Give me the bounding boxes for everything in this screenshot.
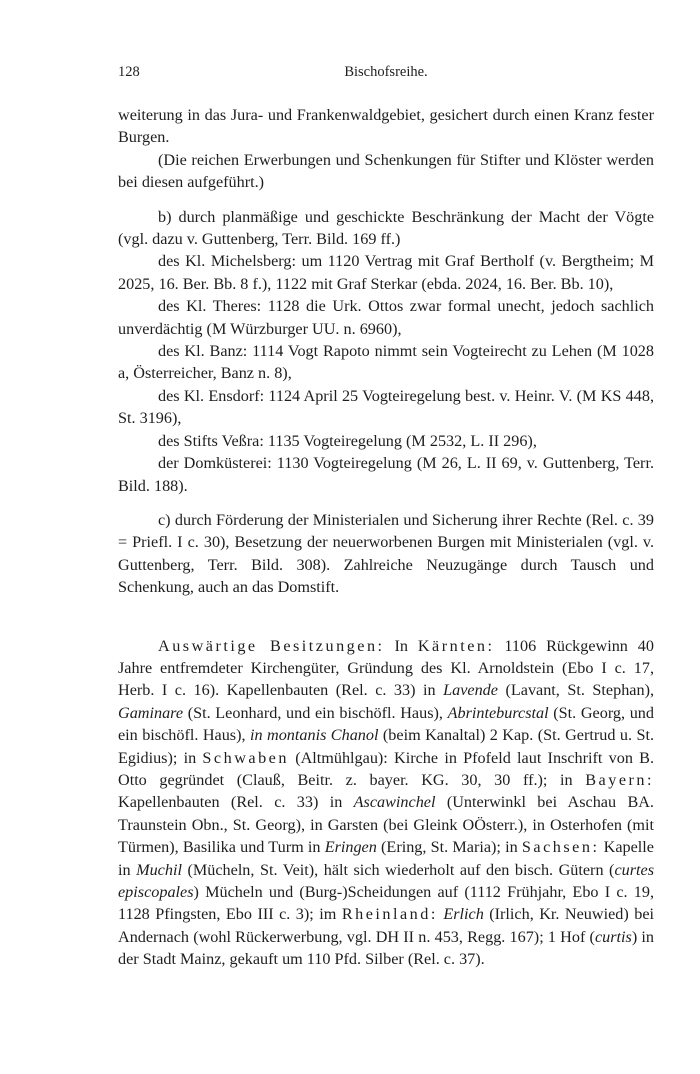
section-b-entry: des Kl. Banz: 1114 Vogt Rapoto nimmt sein Vogteirecht zu Lehen (M 1028 a, Österreicher, Banz n. 8), [118, 342, 654, 383]
place-ascawinchel: Ascawinchel [353, 793, 436, 812]
heading-kaernten: Kärnten: [417, 636, 495, 655]
text-run: (St. Georg, und ein bischöfl. Haus), [118, 703, 654, 745]
section-b-entry: des Kl. Ensdorf: 1124 April 25 Vogteiregelung best. v. Heinr. V. (M KS 448, St. 3196), [118, 386, 654, 428]
page-header [118, 64, 654, 86]
heading-rheinland: Rheinland: [341, 905, 438, 924]
text-run: ) Mücheln und (Burg-)Scheidungen auf (1112 Frühjahr, Ebo I c. 19, 1128 Pfingsten, Ebo III c. 3); im [118, 883, 654, 924]
text-run: (Altmühlgau): Kirche in Pfofeld laut Inschrift von B. Otto gegründet (Clauß, Beitr. z. bayer. KG. 30, 30 ff.); in [118, 748, 654, 789]
place-erlich: Erlich [443, 905, 484, 924]
section-c-paragraph: c) durch Förderung der Ministerialen und Sicherung ihrer Rechte (Rel. c. 39 = Priefl. I c. 30), Besetzung der neuerworbenen Burgen mit Ministerialen (vgl. v. Guttenberg, Terr. Bild. 308). Zahlreiche Neuzugänge durch Tausch und Schenkung, auch an das Domstift. [118, 510, 654, 597]
heading-auswaertige-besitzungen: Auswärtige Besitzungen: [158, 636, 385, 655]
text-run: ) in der Stadt Mainz, gekauft um 110 Pfd. Silber (Rel. c. 37). [118, 927, 654, 969]
paragraph-note: (Die reichen Erwerbungen und Schenkungen für Stifter und Klöster werden bei diesen aufgeführt.) [118, 150, 654, 192]
section-b-entry: der Domküsterei: 1130 Vogteiregelung (M 26, L. II 69, v. Guttenberg, Terr. Bild. 188). [118, 454, 654, 495]
place-gaminare: Gaminare [118, 703, 184, 722]
text-run: 1106 Rückgewinn 40 Jahre entfremdeter Kirchengüter, Gründung des Kl. Arnoldstein (Ebo I c. 17, Herb. I c. 16). Kapellenbauten (Rel. c. 33) in [118, 636, 654, 700]
text-run: (Ering, St. Maria); in [376, 838, 522, 857]
heading-schwaben: Schwaben [202, 748, 289, 767]
text-run: (St. Leonhard, und ein bischöfl. Haus), [183, 703, 448, 722]
page-body [118, 104, 654, 971]
heading-sachsen: Sachsen: [521, 838, 600, 857]
text-run: (Mücheln, St. Veit), hält sich wiederholt auf den bisch. Gütern ( [181, 860, 615, 879]
term-curtes-episcopales: curtes episcopales [118, 860, 655, 901]
heading-bayern: Bayern: [585, 770, 654, 789]
text-run: (Irlich, Kr. Neuwied) bei Andernach (wohl Rückerwerbung, vgl. DH II n. 453, Regg. 167); 1 Hof ( [118, 905, 654, 946]
text-run: Kapellenbauten (Rel. c. 33) in [118, 793, 354, 812]
section-b-entry: des Kl. Theres: 1128 die Urk. Ottos zwar formal unecht, jedoch sachlich unverdächtig (M Würzburger UU. n. 6960), [118, 297, 654, 338]
place-muchil: Muchil [136, 860, 182, 879]
term-curtis: curtis [594, 927, 632, 946]
text-run: (Unterwinkl bei Aschau BA. Traunstein Obn., St. Georg), in Garsten (bei Gleink OÖsterr.), in Osterhofen (mit Türmen), Basilika und Turm in [118, 793, 654, 857]
text-run: In [384, 636, 418, 655]
place-lavende: Lavende [443, 681, 498, 700]
place-eringen: Eringen [324, 838, 377, 857]
text-run: (beim Kanaltal) 2 Kap. (St. Gertrud u. St. Egidius); in [118, 726, 654, 767]
text-run: (Lavant, St. Stephan), [497, 681, 655, 700]
section-b-entry: des Stifts Veßra: 1135 Vogteiregelung (M 2532, L. II 296), [158, 431, 537, 450]
place-in-montanis-chanol: in montanis Chanol [249, 726, 379, 745]
paragraph-continuation: weiterung in das Jura- und Frankenwaldgebiet, gesichert durch einen Kranz fester Burgen. [118, 106, 654, 147]
text-run: Kapelle in [118, 838, 654, 879]
section-b-intro: b) durch planmäßige und geschickte Beschränkung der Macht der Vögte (vgl. dazu v. Guttenberg, Terr. Bild. 169 ff.) [118, 207, 654, 249]
foreign-possessions-paragraph [118, 635, 654, 971]
place-abrinteburcstal: Abrinteburcstal [447, 703, 549, 722]
section-b-entry: des Kl. Michelsberg: um 1120 Vertrag mit Graf Bertholf (v. Bergtheim; M 2025, 16. Ber. Bb. 8 f.), 1122 mit Graf Sterkar (ebda. 2024, 16. Ber. Bb. 10), [118, 252, 654, 293]
page-number: 128 [118, 64, 140, 80]
running-head: Bischofsreihe. [344, 64, 428, 80]
